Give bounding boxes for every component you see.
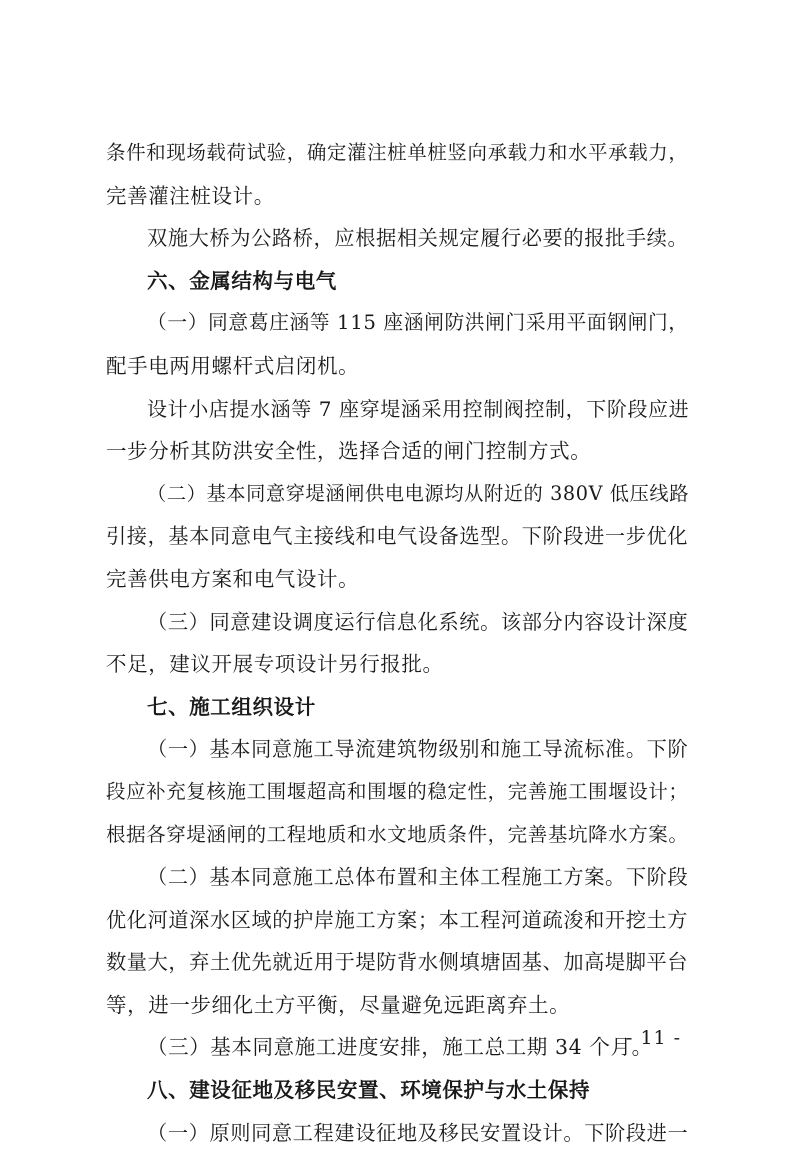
text-line: （三）同意建设调度运行信息化系统。该部分内容设计深度 xyxy=(147,609,689,634)
section-heading: 七、施工组织设计 xyxy=(147,694,316,719)
text-line: 配手电两用螺杆式启闭机。 xyxy=(106,353,360,378)
text-line: 等，进一步细化土方平衡，尽量避免远距离弃土。 xyxy=(106,992,571,1017)
text-line: 引接，基本同意电气主接线和电气设备选型。下阶段进一步优化 xyxy=(106,524,689,549)
text-line: 条件和现场载荷试验，确定灌注桩单桩竖向承载力和水平承载力， xyxy=(106,141,689,164)
text-line: 双施大桥为公路桥，应根据相关规定履行必要的报批手续。 xyxy=(147,226,689,251)
section-heading: 六、金属结构与电气 xyxy=(147,268,337,293)
text-line: 完善供电方案和电气设计。 xyxy=(106,566,360,591)
text-line: 设计小店提水涵等 7 座穿堤涵采用控制阀控制，下阶段应进 xyxy=(147,396,690,421)
text-line: 不足，建议开展专项设计另行报批。 xyxy=(106,652,444,677)
text-line: （一）基本同意施工导流建筑物级别和施工导流标准。下阶 xyxy=(147,737,689,762)
section-heading: 八、建设征地及移民安置、环境保护与水土保持 xyxy=(147,1078,591,1103)
text-line: （二）基本同意穿堤涵闸供电电源均从附近的 380V 低压线路 xyxy=(147,481,690,505)
body-text xyxy=(106,138,694,1160)
text-line: 数量大，弃土优先就近用于堤防背水侧填塘固基、加高堤脚平台 xyxy=(106,950,689,975)
text-line: （三）基本同意施工进度安排，施工总工期 34 个月。 xyxy=(147,1035,653,1060)
page-number: - 11 - xyxy=(626,1027,682,1049)
text-line: 优化河道深水区域的护岸施工方案；本工程河道疏浚和开挖土方 xyxy=(106,907,689,932)
text-line: 完善灌注桩设计。 xyxy=(106,183,275,208)
text-line: （二）基本同意施工总体布置和主体工程施工方案。下阶段 xyxy=(147,865,689,890)
text-line: 根据各穿堤涵闸的工程地质和水文地质条件，完善基坑降水方案。 xyxy=(106,822,689,846)
text-line: （一）同意葛庄涵等 115 座涵闸防洪闸门采用平面钢闸门， xyxy=(147,311,689,335)
text-line: 段应补充复核施工围堰超高和围堰的稳定性，完善施工围堰设计； xyxy=(106,779,689,803)
text-line: （一）原则同意工程建设征地及移民安置设计。下阶段进一 xyxy=(147,1120,689,1145)
text-line: 一步分析其防洪安全性，选择合适的闸门控制方式。 xyxy=(106,439,592,464)
